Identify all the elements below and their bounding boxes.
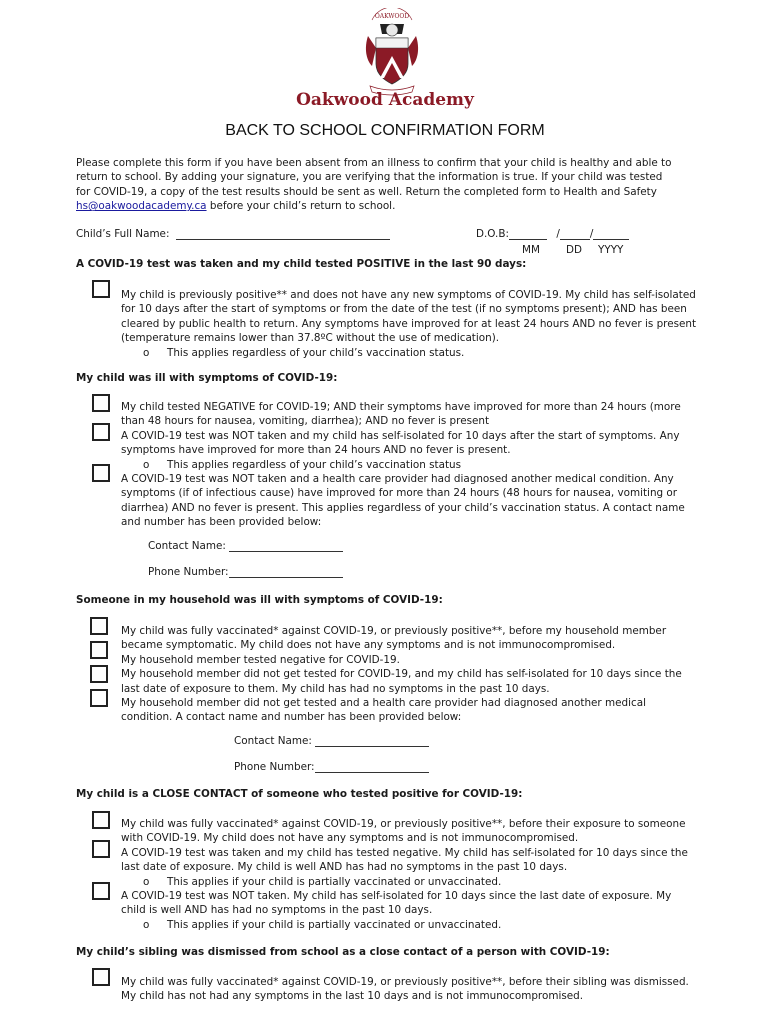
section-sibling-body xyxy=(121,975,699,1004)
checkbox-no-test-isolated[interactable] xyxy=(92,423,110,441)
checkbox-household-other-diagnosis[interactable] xyxy=(90,689,108,707)
note-text: This applies regardless of your child’s vaccination status xyxy=(167,458,462,471)
dob-label: D.O.B: xyxy=(476,228,509,240)
phone-number-label: Phone Number: xyxy=(234,761,315,773)
checkbox-household-not-tested[interactable] xyxy=(90,665,108,683)
dob-month-field[interactable] xyxy=(509,228,547,240)
crest-lettering: OAKWOOD xyxy=(374,13,410,20)
note-vaccination-status xyxy=(121,458,699,472)
bullet-marker: o xyxy=(143,918,150,931)
dob-dd-hint: DD xyxy=(566,244,583,256)
section-sibling-heading: My child’s sibling was dismissed from school as a close contact of a person with COVID-19: xyxy=(76,946,610,958)
checkbox-previously-positive[interactable] xyxy=(92,280,110,298)
bullet-marker: o xyxy=(143,458,150,471)
contact-name-field[interactable] xyxy=(315,735,429,747)
section-ill-body xyxy=(121,400,699,530)
intro-text-end: before your child’s return to school. xyxy=(206,200,396,213)
section-positive-body xyxy=(121,288,699,360)
section-household-heading: Someone in my household was ill with symptoms of COVID-19: xyxy=(76,594,443,606)
checkbox-sibling-vaccinated[interactable] xyxy=(92,968,110,986)
option-household-not-tested: My household member did not get tested for COVID-19, and my child has self-isolated for 10 days since the last date of exposure to them. My child has had no symptoms in the past 10 days. xyxy=(121,668,682,695)
option-household-vaccinated: My child was fully vaccinated* against COVID-19, or previously positive**, before my household member became symptomatic. My child does not have any symptoms and is not immunocompromised. xyxy=(121,625,667,652)
school-crest-logo xyxy=(362,8,422,96)
option-previously-positive: My child is previously positive** and does not have any new symptoms of COVID-19. My child has self-isolated for 10 days after the start of symptoms or from the date of the test (if no symptoms present); AND has been cleared by public health to return. Any symptoms have improved for at least 24 hours AND no fever is present (temperature remains lower than 37.8ºC without the use of medication). xyxy=(121,289,697,345)
phone-number-field[interactable] xyxy=(229,566,343,578)
note-text: This applies if your child is partially vaccinated or unvaccinated. xyxy=(167,918,502,931)
dob-yyyy-hint: YYYY xyxy=(598,244,624,256)
note-partial-vaccination xyxy=(121,918,699,932)
phone-number-field[interactable] xyxy=(315,761,429,773)
contact-name-label: Contact Name: xyxy=(148,540,226,552)
dob-row: D.O.B: / / xyxy=(476,228,629,240)
health-safety-email-link[interactable]: hs@oakwoodacademy.ca xyxy=(76,200,207,213)
contact-name-row xyxy=(234,735,429,747)
contact-name-label: Contact Name: xyxy=(234,735,312,747)
checkbox-contact-not-tested[interactable] xyxy=(92,882,110,900)
dob-mm-hint: MM xyxy=(522,244,540,256)
phone-number-row xyxy=(234,761,429,773)
checkbox-contact-vaccinated[interactable] xyxy=(92,811,110,829)
dob-year-field[interactable] xyxy=(593,228,629,240)
checkbox-no-test-other-diagnosis[interactable] xyxy=(92,464,110,482)
option-contact-tested-negative: A COVID-19 test was taken and my child has tested negative. My child has self-isolated for 10 days since the last date of exposure. My child is well AND has had no symptoms in the past 10 days. xyxy=(121,846,688,874)
child-name-label: Child’s Full Name: xyxy=(76,228,170,240)
bullet-marker: o xyxy=(143,346,150,359)
note-partial-vaccination xyxy=(121,875,699,889)
note-text: This applies if your child is partially vaccinated or unvaccinated. xyxy=(167,875,502,888)
option-contact-not-tested: A COVID-19 test was NOT taken. My child has self-isolated for 10 days since the last date of exposure. My child is well AND has had no symptoms in the past 10 days. xyxy=(121,890,672,917)
option-sibling-vaccinated: My child was fully vaccinated* against COVID-19, or previously positive**, before their sibling was dismissed. My child has not had any symptoms in the last 10 days and is not immunocompromised. xyxy=(121,976,689,1003)
checkbox-contact-tested-negative[interactable] xyxy=(92,840,110,858)
option-no-test-isolated: A COVID-19 test was NOT taken and my child has self-isolated for 10 days after the start of symptoms. Any symptoms have improved for more than 24 hours AND no fever is present. xyxy=(121,429,680,457)
section-close-contact-body xyxy=(121,817,699,932)
bullet-marker: o xyxy=(143,875,150,888)
option-household-negative: My household member tested negative for COVID-19. xyxy=(121,653,400,666)
option-household-other-diagnosis: My household member did not get tested and a health care provider had diagnosed another medical condition. A contact name and number has been provided below: xyxy=(121,697,646,724)
note-text: This applies regardless of your child’s vaccination status. xyxy=(167,346,465,359)
option-tested-negative: My child tested NEGATIVE for COVID-19; AND their symptoms have improved for more than 24 hours (more than 48 hours for nausea, vomiting, diarrhea); AND no fever is present xyxy=(121,401,681,428)
phone-number-label: Phone Number: xyxy=(148,566,229,578)
school-name: Oakwood Academy xyxy=(296,90,474,110)
phone-number-row xyxy=(148,566,343,578)
form-title: BACK TO SCHOOL CONFIRMATION FORM xyxy=(225,122,545,139)
option-no-test-other-diagnosis: A COVID-19 test was NOT taken and a health care provider had diagnosed another medical condition. Any symptoms (if of infectious cause) have improved for more than 24 hours (48 hours for nausea, vomiting or diarrhea) AND no fever is present. This applies regardless of your child’s vaccination status. A contact name and number has been provided below: xyxy=(121,473,685,529)
intro-text: Please complete this form if you have been absent from an illness to confirm that your child is healthy and able to return to school. By adding your signature, you are verifying that the information is true. If your child was tested for COVID-19, a copy of the test results should be sent as well. Return the completed form to Health and Safety xyxy=(76,157,672,198)
section-ill-heading: My child was ill with symptoms of COVID-19: xyxy=(76,372,338,384)
checkbox-tested-negative[interactable] xyxy=(92,394,110,412)
child-name-field[interactable] xyxy=(176,228,390,240)
section-positive-heading: A COVID-19 test was taken and my child tested POSITIVE in the last 90 days: xyxy=(76,258,527,270)
intro-paragraph xyxy=(76,156,676,214)
dob-day-field[interactable] xyxy=(560,228,590,240)
contact-name-row xyxy=(148,540,343,552)
checkbox-household-vaccinated[interactable] xyxy=(90,617,108,635)
option-contact-vaccinated: My child was fully vaccinated* against COVID-19, or previously positive**, before their exposure to someone with COVID-19. My child does not have any symptoms and is not immunocompromised. xyxy=(121,818,686,845)
checkbox-household-negative[interactable] xyxy=(90,641,108,659)
child-name-row xyxy=(76,228,390,240)
note-vaccination-status xyxy=(121,346,699,360)
section-close-contact-heading: My child is a CLOSE CONTACT of someone who tested positive for COVID-19: xyxy=(76,788,523,800)
section-household-body xyxy=(121,624,699,725)
contact-name-field[interactable] xyxy=(229,540,343,552)
